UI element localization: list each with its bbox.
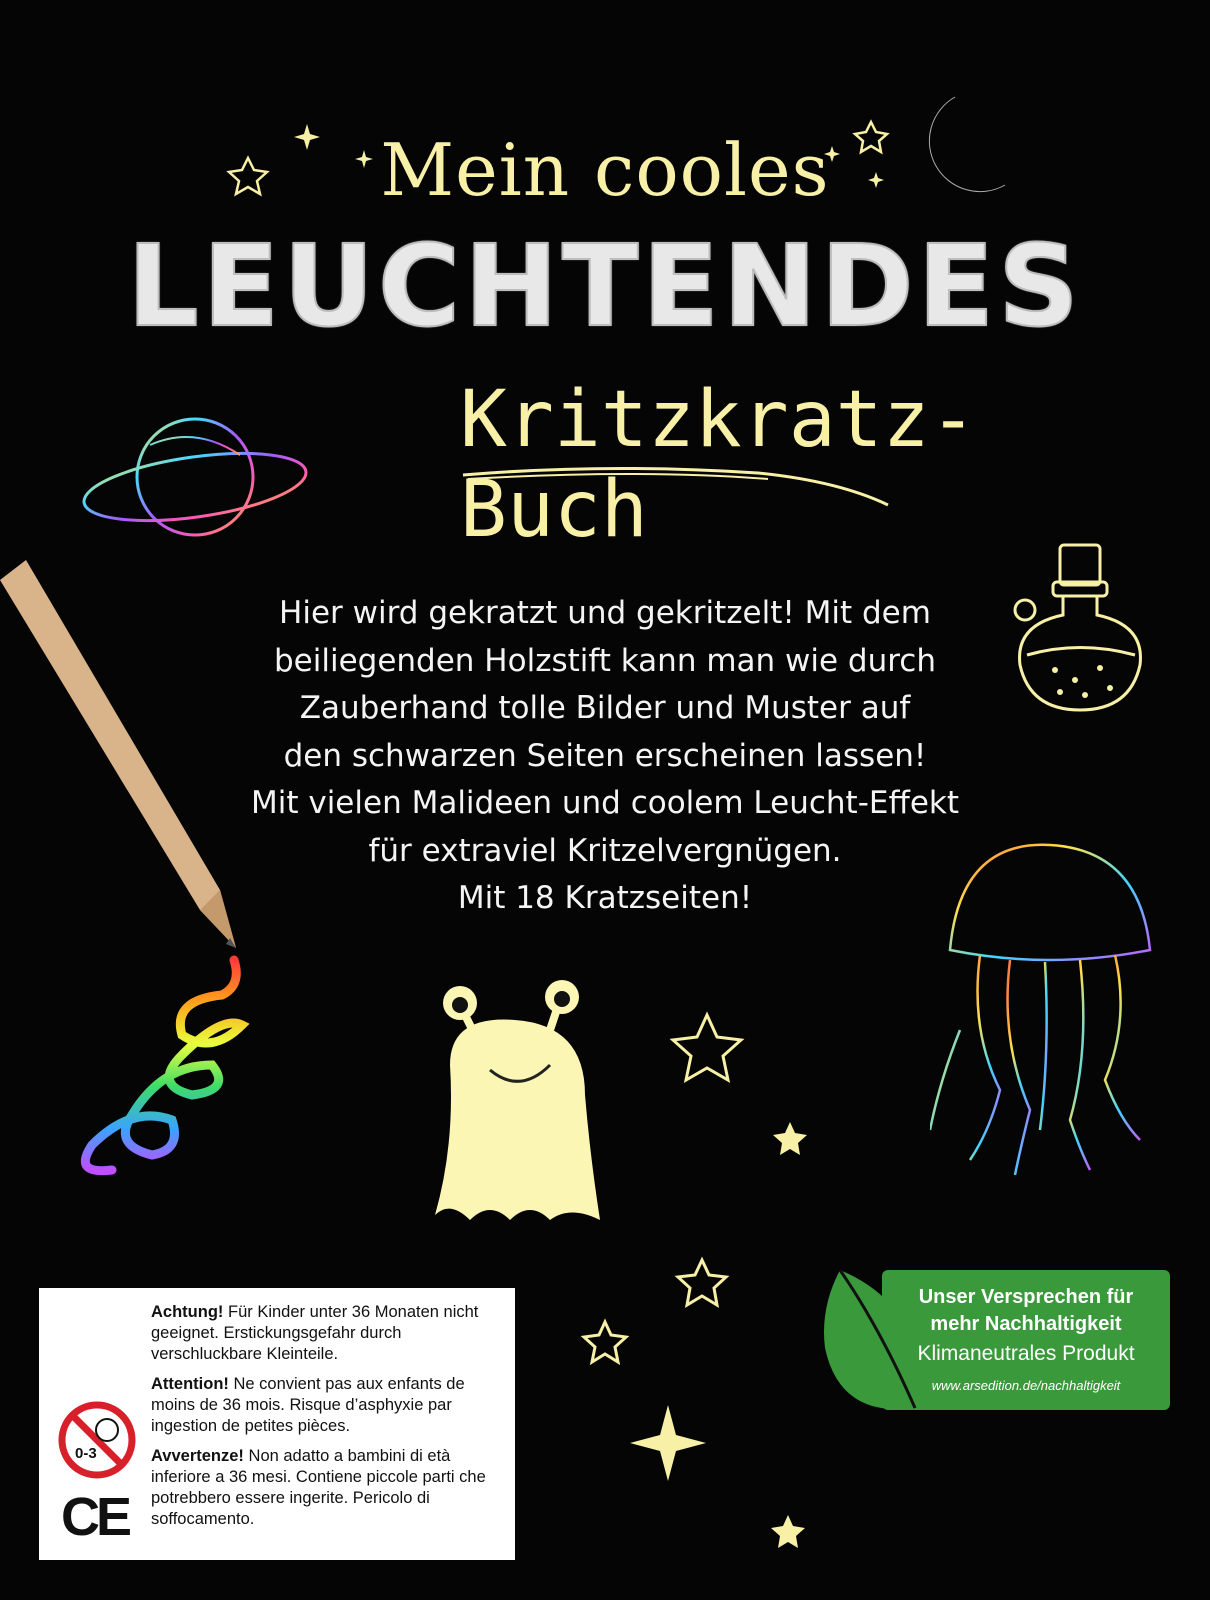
potion-bottle-icon	[1005, 540, 1155, 720]
rainbow-spiral-icon	[72, 955, 272, 1185]
description-line: den schwarzen Seiten erscheinen lassen!	[283, 737, 927, 774]
planet-icon	[75, 405, 325, 555]
eco-title-line: Unser Versprechen für	[918, 1286, 1134, 1308]
ce-mark: CE	[61, 1487, 129, 1547]
title-line-2: LEUCHTENDES	[127, 222, 1083, 352]
star-icon	[673, 1015, 741, 1080]
leaf-icon	[820, 1268, 930, 1418]
jellyfish-icon	[930, 830, 1160, 1190]
description-line: Mit 18 Kratzseiten!	[457, 880, 753, 916]
warning-text	[151, 1302, 506, 1539]
age-warning-icon	[57, 1400, 137, 1480]
eco-url: www.arsedition.de/nachhaltigkeit	[931, 1378, 1121, 1393]
sustainability-badge	[820, 1268, 1170, 1410]
safety-warning-box	[39, 1288, 515, 1560]
description-line: Hier wird gekratzt und gekritzelt! Mit dem	[279, 595, 931, 631]
sparkle-icon	[630, 1405, 706, 1481]
description-line: Zauberhand tolle Bilder und Muster auf	[299, 690, 911, 726]
warning-de-text: Für Kinder unter 36 Monaten nicht geeignet. Erstickungsgefahr durch verschluckbare Kleinteile.	[151, 1303, 479, 1363]
star-icon	[771, 1515, 805, 1548]
wooden-stick-icon	[0, 560, 260, 960]
title-underline	[458, 455, 898, 525]
description-text	[240, 590, 970, 923]
title-line-3: Kritzkratz-Buch	[460, 375, 977, 555]
eco-title	[892, 1284, 1160, 1338]
age-label: 0-3	[75, 1445, 97, 1462]
eco-title-line: mehr Nachhaltigkeit	[930, 1313, 1122, 1335]
warning-it-text: Non adatto a bambini di età inferiore a 36 mesi. Contiene piccole parti che potrebbero essere ingerite. Pericolo di soffocamento.	[151, 1447, 486, 1528]
warning-fr-lead: Attention!	[151, 1375, 229, 1393]
description-line: beiliegenden Holzstift kann man wie durch	[274, 642, 936, 679]
warning-de-lead: Achtung!	[151, 1303, 224, 1321]
star-icon	[678, 1260, 726, 1305]
warning-fr-text: Ne convient pas aux enfants de moins de 36 mois. Risque d’asphyxie par ingestion de petites pièces.	[151, 1375, 465, 1435]
title-line-1: Mein cooles	[380, 128, 830, 212]
star-icon	[773, 1122, 807, 1155]
star-icon	[584, 1322, 626, 1362]
warning-it-lead: Avvertenze!	[151, 1447, 244, 1465]
description-line: Mit vielen Malideen und coolem Leucht-Effekt	[250, 785, 960, 821]
eco-subtitle: Klimaneutrales Produkt	[917, 1342, 1135, 1365]
description-line: für extraviel Kritzelvergnügen.	[368, 832, 842, 869]
